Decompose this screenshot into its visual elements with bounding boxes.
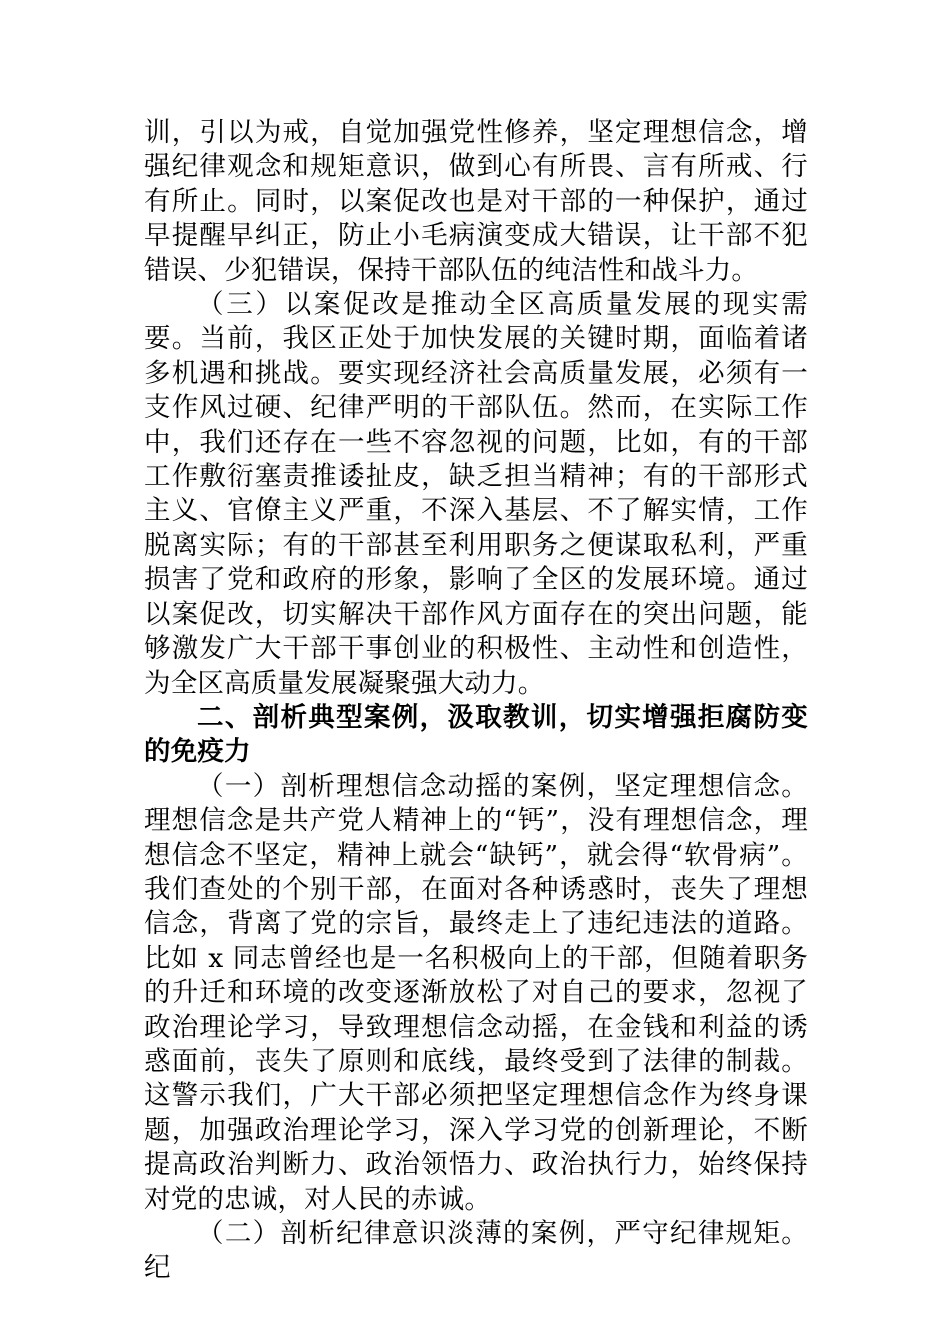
section-heading-2: 二、剖析典型案例，汲取教训，切实增强拒腐防变的免疫力: [144, 701, 808, 768]
paragraph-intro-continuation: 训，引以为戒，自觉加强党性修养，坚定理想信念，增强纪律观念和规矩意识，做到心有所畏、言有所戒、行有所止。同时，以案促改也是对干部的一种保护，通过早提醒早纠正，防止小毛病演变成大错误，让干部不犯错误、少犯错误，保持干部队伍的纯洁性和战斗力。: [144, 117, 808, 286]
paragraph-section-2-2: （二）剖析纪律意识淡薄的案例，严守纪律规矩。纪: [144, 1218, 808, 1284]
paragraph-section-1-3: （三）以案促改是推动全区高质量发展的现实需要。当前，我区正处于加快发展的关键时期，面临着诸多机遇和挑战。要实现经济社会高质量发展，必须有一支作风过硬、纪律严明的干部队伍。然而，在实际工作中，我们还存在一些不容忽视的问题，比如，有的干部工作敷衍塞责推诿扯皮，缺乏担当精神；有的干部形式主义、官僚主义严重，不深入基层、不了解实情，工作脱离实际；有的干部甚至利用职务之便谋取私利，严重损害了党和政府的形象，影响了全区的发展环境。通过以案促改，切实解决干部作风方面存在的突出问题，能够激发广大干部干事创业的积极性、主动性和创造性，为全区高质量发展凝聚强大动力。: [144, 289, 808, 699]
paragraph-section-2-1: （一）剖析理想信念动摇的案例，坚定理想信念。理想信念是共产党人精神上的“钙”，没有理想信念，理想信念不坚定，精神上就会“缺钙”，就会得“软骨病”。我们查处的个别干部，在面对各种诱惑时，丧失了理想信念，背离了党的宗旨，最终走上了违纪违法的道路。比如 x 同志曾经也是一名积极向上的干部，但随着职务的升迁和环境的改变逐渐放松了对自己的要求，忽视了政治理论学习，导致理想信念动摇，在金钱和利益的诱惑面前，丧失了原则和底线，最终受到了法律的制裁。这警示我们，广大干部必须把坚定理想信念作为终身课题，加强政治理论学习，深入学习党的创新理论，不断提高政治判断力、政治领悟力、政治执行力，始终保持对党的忠诚，对人民的赤诚。: [144, 770, 808, 1215]
document-page: [144, 116, 808, 1286]
